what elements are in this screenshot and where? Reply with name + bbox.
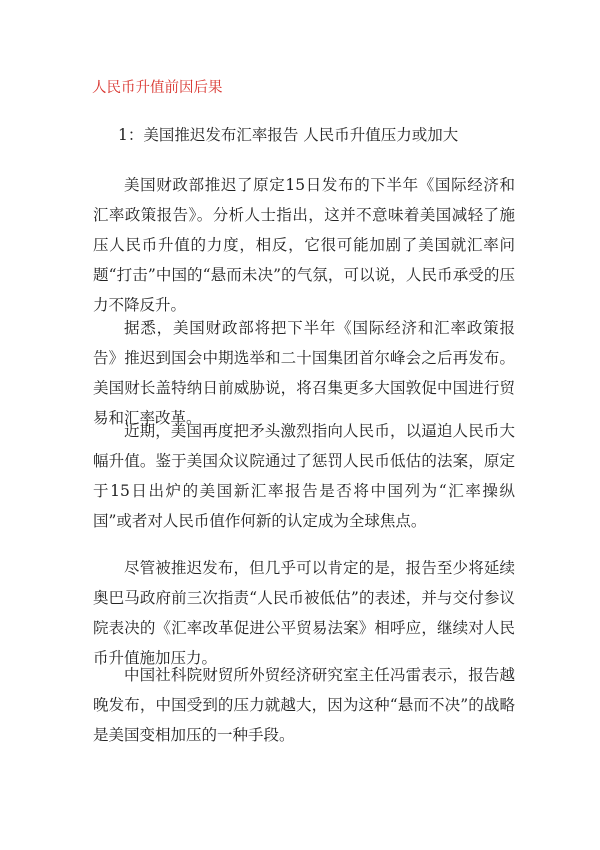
paragraph-1: 美国财政部推迟了原定15日发布的下半年《国际经济和汇率政策报告》。分析人士指出，这并不意味着美国减轻了施压人民币升值的力度，相反，它很可能加剧了美国就汇率问题“打击”中国的“悬而未决”的气氛，可以说，人民币承受的压力不降反升。	[93, 176, 515, 314]
section-heading: 1：美国推迟发布汇率报告 人民币升值压力或加大	[118, 126, 459, 144]
paragraph-3: 近期，美国再度把矛头激烈指向人民币，以逼迫人民币大幅升值。鉴于美国众议院通过了惩罚人民币低估的法案，原定于15日出炉的美国新汇率报告是否将中国列为“汇率操纵国”或者对人民币值作何新的认定成为全球焦点。	[93, 422, 515, 530]
paragraph-2: 据悉，美国财政部将把下半年《国际经济和汇率政策报告》推迟到国会中期选举和二十国集团首尔峰会之后再发布。美国财长盖特纳日前威胁说，将召集更多大国敦促中国进行贸易和汇率改革。	[93, 319, 515, 427]
paragraph-5: 中国社科院财贸所外贸经济研究室主任冯雷表示，报告越晚发布，中国受到的压力就越大，因为这种“悬而不决”的战略是美国变相加压的一种手段。	[93, 666, 515, 744]
paragraph-4: 尽管被推迟发布，但几乎可以肯定的是，报告至少将延续奥巴马政府前三次指责“人民币被低估”的表述，并与交付参议院表决的《汇率改革促进公平贸易法案》相呼应，继续对人民币升值施加压力。	[93, 559, 515, 667]
document-title: 人民币升值前因后果	[92, 80, 223, 96]
